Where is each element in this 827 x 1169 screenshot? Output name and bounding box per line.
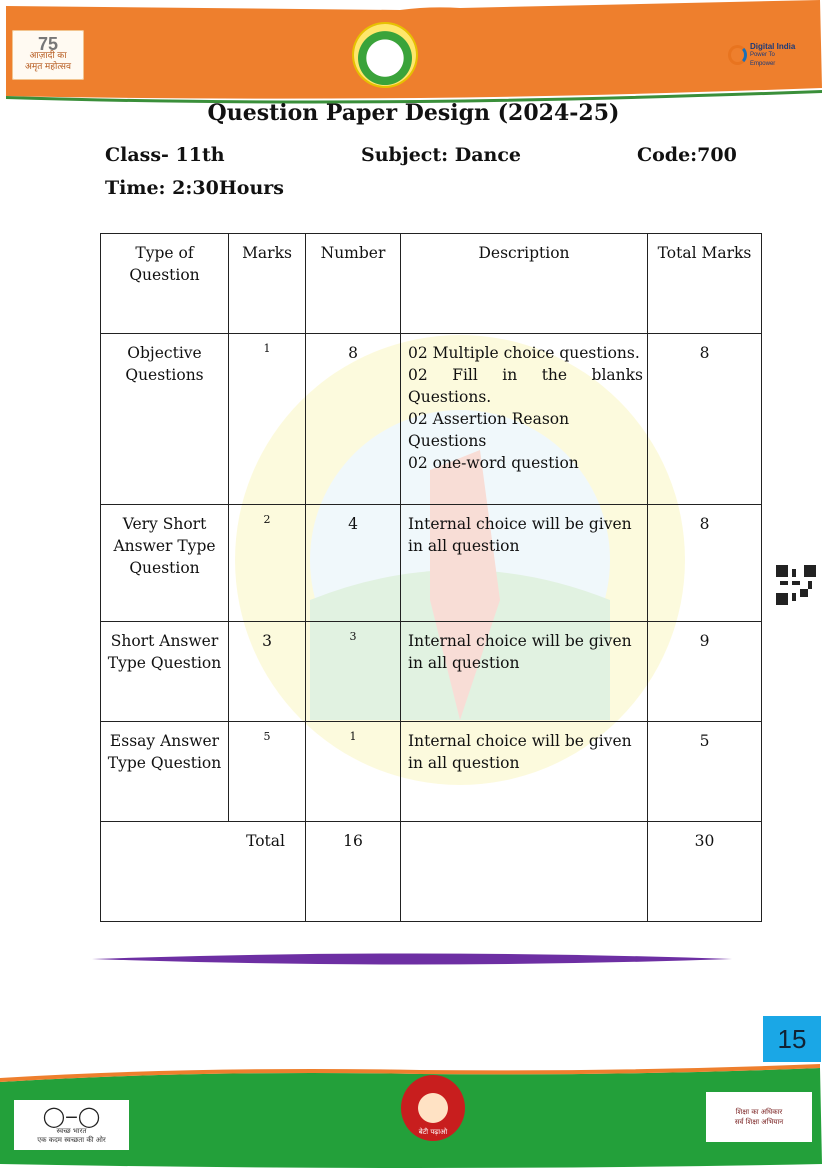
cell-number: 8 [306,334,401,505]
cell-marks: 1 [229,334,306,505]
sarva-shiksha-abhiyan-logo: शिक्षा का अधिकार सर्व शिक्षा अभियान [706,1092,812,1142]
table-row [101,722,762,822]
code-label: Code:700 [637,144,737,166]
cell-total: 8 [648,334,762,505]
table-row [101,622,762,722]
glasses-icon: ◯‒◯ [42,1104,101,1128]
page-title: Question Paper Design (2024-25) [207,100,620,126]
beti-padhao-logo: बेटी पढ़ाओ [401,1075,465,1141]
cell-number: 4 [306,505,401,622]
cell-total: 9 [648,622,762,722]
cell-marks: 2 [229,505,306,622]
cell-number: 1 [306,722,401,822]
cell-total: 5 [648,722,762,822]
cell-marks: 3 [229,622,306,722]
digital-india-logo: Digital India Power To Empower [728,40,798,70]
cell-type: Objective Questions [101,334,229,505]
header-number: Number [306,234,401,334]
cell-description: Internal choice will be given in all question [401,722,648,822]
cell-number: 3 [306,622,401,722]
cell-type: Very Short Answer Type Question [101,505,229,622]
table-row [101,334,762,505]
total-description [401,822,648,922]
cell-description: Internal choice will be given in all question [401,505,648,622]
cell-description: Internal choice will be given in all question [401,622,648,722]
table-header-row [101,234,762,334]
cell-type: Short Answer Type Question [101,622,229,722]
purple-divider [92,950,732,968]
total-marks: 30 [648,822,762,922]
time-label: Time: 2:30Hours [105,177,284,199]
header-total: Total Marks [648,234,762,334]
cell-type: Essay Answer Type Question [101,722,229,822]
total-label: Total [101,822,306,922]
total-number: 16 [306,822,401,922]
page-number: 15 [763,1016,821,1062]
cell-marks: 5 [229,722,306,822]
digital-india-ring-icon [728,45,747,65]
header-description: Description [401,234,648,334]
table-total-row [101,822,762,922]
table-row [101,505,762,622]
board-emblem-logo [354,24,416,86]
qr-code-icon [776,565,816,605]
subject-label: Subject: Dance [361,144,522,166]
swachh-bharat-logo: ◯‒◯ स्वच्छ भारत एक कदम स्वच्छता की ओर [14,1100,129,1150]
question-paper-table [100,233,762,922]
cell-total: 8 [648,505,762,622]
header-marks: Marks [229,234,306,334]
azadi-ka-amrit-mahotsav-logo: 75 आज़ादी का अमृत महोत्सव [12,30,84,80]
class-label: Class- 11th [105,144,225,166]
header-type: Type of Question [101,234,229,334]
cell-description: 02 Multiple choice questions. 02 Fill in the blanks Questions. 02 Assertion Reason Questions 02 one-word question [401,334,648,505]
